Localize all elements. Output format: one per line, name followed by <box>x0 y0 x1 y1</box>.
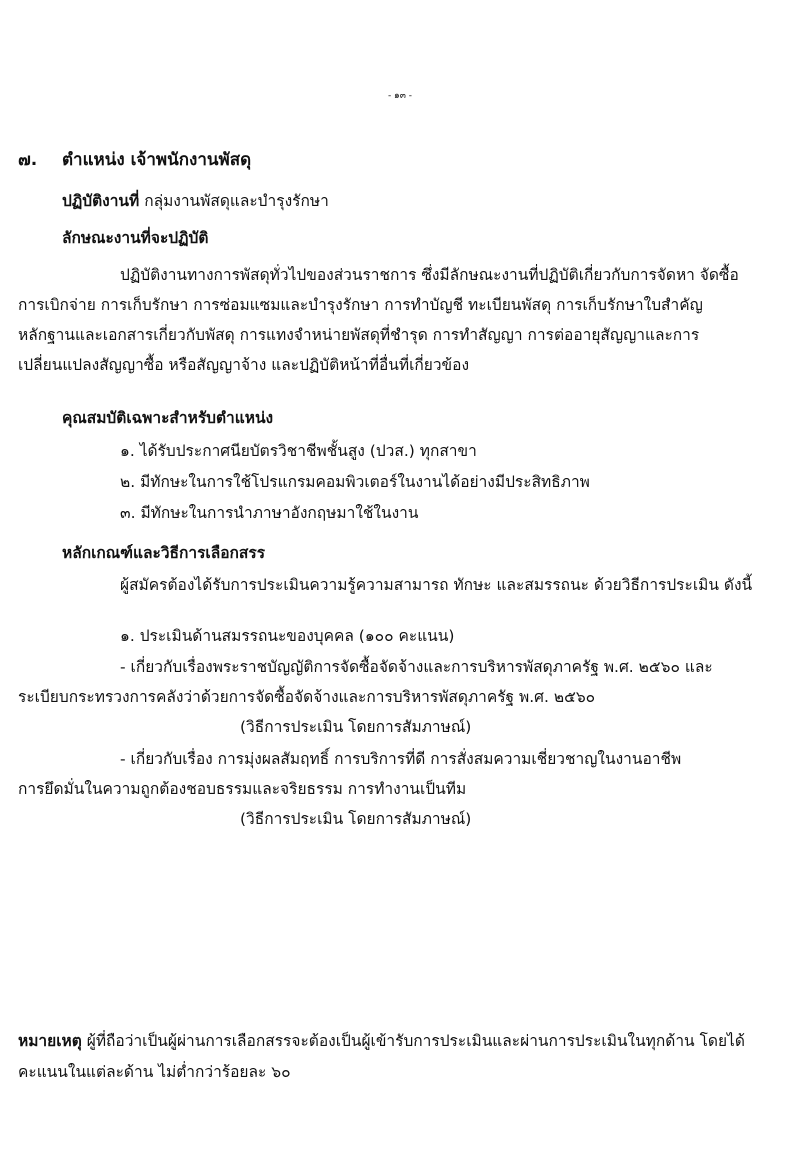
qualification-item: ๒. มีทักษะในการใช้โปรแกรมคอมพิวเตอร์ในงานได้อย่างมีประสิทธิภาพ <box>120 473 590 491</box>
qualifications-heading: คุณสมบัติเฉพาะสำหรับตำแหน่ง <box>62 409 274 427</box>
note-row <box>18 1028 745 1053</box>
criteria-heading: หลักเกณฑ์และวิธีการเลือกสรร <box>62 544 266 562</box>
assessment-item-line: - เกี่ยวกับเรื่องพระราชบัญญัติการจัดซื้อจัดจ้างและการบริหารพัสดุภาครัฐ พ.ศ. ๒๕๖๐ และ <box>120 658 713 676</box>
duties-line: หลักฐานและเอกสารเกี่ยวกับพัสดุ การแทงจำหน่ายพัสดุที่ชำรุด การทำสัญญา การต่ออายุสัญญาและการ <box>18 326 700 344</box>
duties-line: การเบิกจ่าย การเก็บรักษา การซ่อมแซมและบำรุงรักษา การทำบัญชี ทะเบียนพัสดุ การเก็บรักษาใบสำคัญ <box>18 296 703 314</box>
workplace-label: ปฏิบัติงานที่ <box>62 192 140 210</box>
criteria-intro: ผู้สมัครต้องได้รับการประเมินความรู้ความสามารถ ทักษะ และสมรรถนะ ด้วยวิธีการประเมิน ดังนี้ <box>120 576 753 594</box>
duties-line: ปฏิบัติงานทางการพัสดุทั่วไปของส่วนราชการ ซึ่งมีลักษณะงานที่ปฏิบัติเกี่ยวกับการจัดหา จัดซื้อ <box>120 266 739 284</box>
position-title: ตำแหน่ง เจ้าพนักงานพัสดุ <box>62 150 252 170</box>
duties-line: เปลี่ยนแปลงสัญญาซื้อ หรือสัญญาจ้าง และปฏิบัติหน้าที่อื่นที่เกี่ยวข้อง <box>18 356 470 374</box>
assessment-method: (วิธีการประเมิน โดยการสัมภาษณ์) <box>240 810 472 828</box>
qualification-item: ๓. มีทักษะในการนำภาษาอังกฤษมาใช้ในงาน <box>120 504 419 522</box>
assessment-item-line: การยึดมั่นในความถูกต้องชอบธรรมและจริยธรรม การทำงานเป็นทีม <box>18 780 467 798</box>
assessment-method: (วิธีการประเมิน โดยการสัมภาษณ์) <box>240 718 472 736</box>
workplace-row <box>62 188 329 213</box>
assessment-item-line: - เกี่ยวกับเรื่อง การมุ่งผลสัมฤทธิ์ การบริการที่ดี การสั่งสมความเชี่ยวชาญในงานอาชีพ <box>120 750 682 768</box>
qualification-item: ๑. ได้รับประกาศนียบัตรวิชาชีพชั้นสูง (ปวส.) ทุกสาขา <box>120 442 477 460</box>
note-text-continued: คะแนนในแต่ละด้าน ไม่ต่ำกว่าร้อยละ ๖๐ <box>18 1063 291 1081</box>
page-number: - ๑๓ - <box>387 91 413 101</box>
assessment-item-line: ระเบียบกระทรวงการคลังว่าด้วยการจัดซื้อจัดจ้างและการบริหารพัสดุภาครัฐ พ.ศ. ๒๕๖๐ <box>18 688 596 706</box>
section-number: ๗. <box>18 150 38 170</box>
workplace-value: กลุ่มงานพัสดุและบำรุงรักษา <box>144 192 329 210</box>
assessment-title: ๑. ประเมินด้านสมรรถนะของบุคคล (๑๐๐ คะแนน) <box>120 627 455 645</box>
note-label: หมายเหตุ <box>18 1032 82 1050</box>
duties-heading: ลักษณะงานที่จะปฏิบัติ <box>62 229 209 247</box>
note-text: ผู้ที่ถือว่าเป็นผู้ผ่านการเลือกสรรจะต้องเป็นผู้เข้ารับการประเมินและผ่านการประเมินในทุกด้าน โดยได้ <box>86 1032 745 1050</box>
